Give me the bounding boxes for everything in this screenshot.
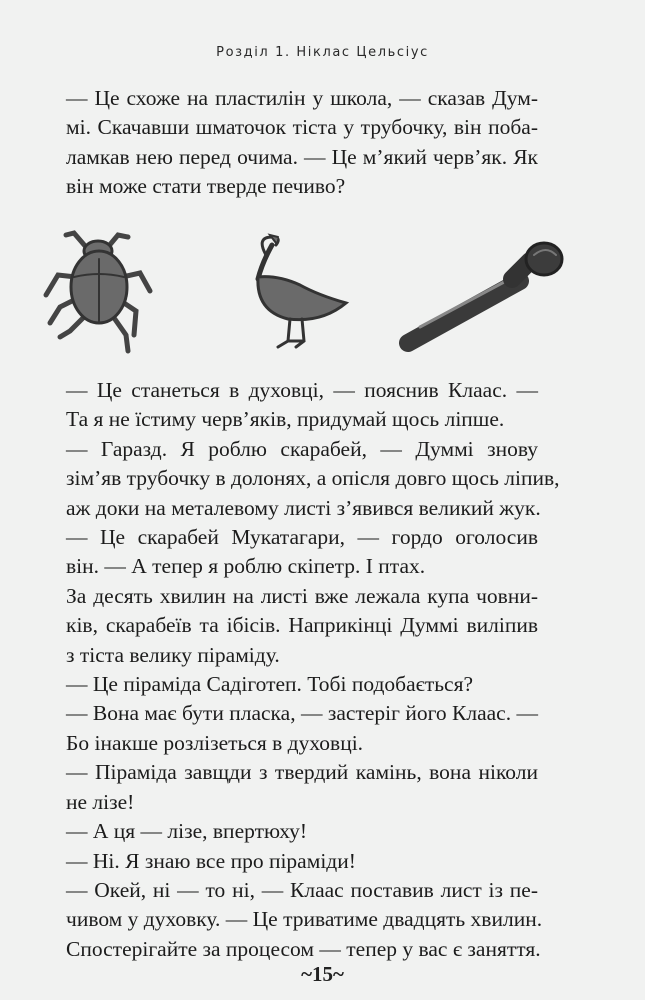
p1-line: ламкав нею перед очима. — Це м’який черв’як. Як [66,144,538,169]
text-line: — Вона має бути пласка, — застеріг його Клаас. — [66,701,538,726]
text-line: — А ця — лізе, впертюху! [66,819,308,844]
text-line: він. — А тепер я роблю скіпетр. І птах. [66,554,426,579]
text-line: За десять хвилин на листі вже лежала купа човни- [66,583,538,608]
scarab-beetle-icon [46,233,150,351]
paragraph-2-rendered [66,376,560,964]
text-line: не лізе! [66,789,135,814]
text-line: — Окей, ні — то ні, — Клаас поставив лист із пе- [66,877,538,902]
text-line: — Це скарабей Мукатагари, — гордо оголосив [66,525,538,550]
p1-line: він може стати тверде печиво? [66,174,346,199]
text-line: — Гаразд. Я роблю скарабей, — Думмі знову [66,436,538,461]
scepter-icon [408,243,562,343]
text-line: аж доки на металевому листі з’явився великий жук. [66,495,541,520]
text-line: зім’яв трубочку в долонях, а опісля довго щось ліпив, [66,466,560,491]
paragraph-block-2 [66,376,560,964]
page-number: ~15~ [301,962,344,986]
text-line: Та я не їстиму черв’яків, придумай щось ліпше. [66,407,505,432]
text-line: з тіста велику піраміду. [66,642,280,667]
text-line: — Ні. Я знаю все про піраміди! [66,848,356,873]
paragraph-block-1 [66,84,538,202]
text-line: Спостерігайте за процесом — тепер у вас є заняття. [66,936,541,961]
text-line: ків, скарабеїв та ібісів. Наприкінці Думмі виліпив [66,613,538,638]
text-line: Бо інакше розлізеться в духовці. [66,730,364,755]
ibis-bird-icon [258,235,346,347]
text-line: — Це піраміда Садіготеп. Тобі подобається? [66,672,474,697]
text-line: — Піраміда завщди з твердий камінь, вона ніколи [66,760,538,785]
text-line: чивом у духовку. — Це триватиме двадцять хвилин. [66,907,543,932]
p1-line: мі. Скачавши шматочок тіста у трубочку, він поба- [66,115,538,140]
chapter-header: Розділ 1. Ніклас Цельсіус [216,45,429,60]
text-line: — Це станеться в духовці, — пояснив Клаас. — [66,378,538,402]
illustration-row [0,215,645,365]
p1-line: — Це схоже на пластилін у школа, — сказав Дум- [66,86,538,110]
